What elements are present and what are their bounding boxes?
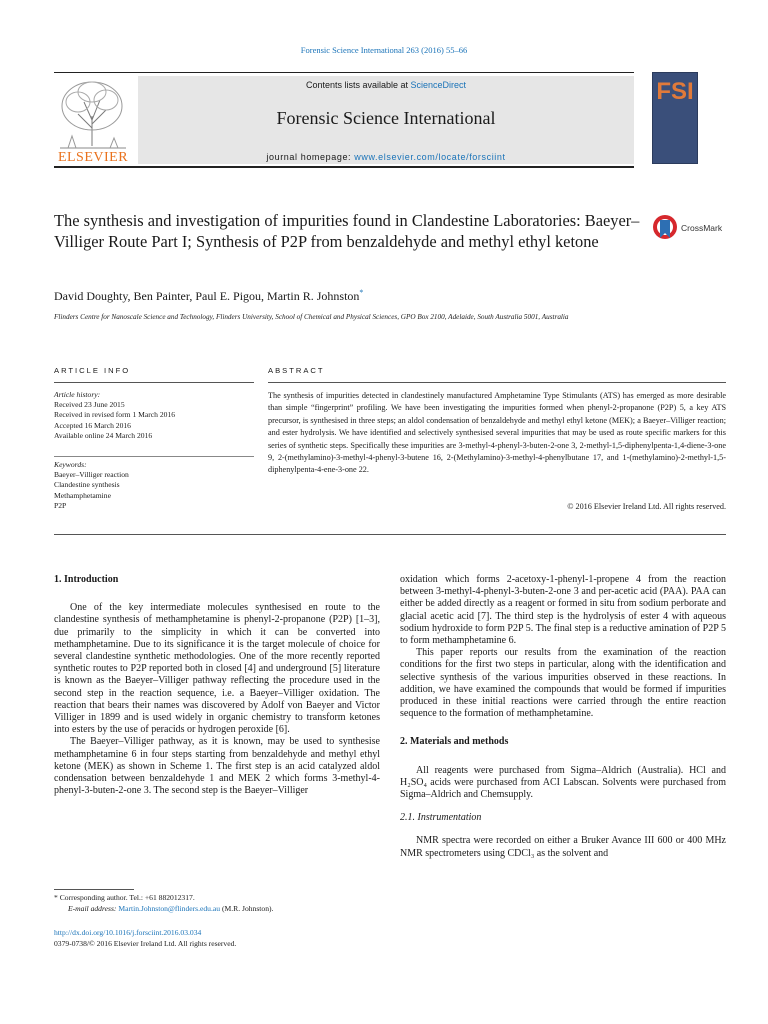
keyword-item: Methamphetamine bbox=[54, 490, 111, 500]
instrumentation-paragraph-1: NMR spectra were recorded on either a Bruker Avance III 600 or 400 MHz NMR spectrometers using CDCl₃ as the solvent and bbox=[400, 835, 726, 859]
journal-cover-text: FSI bbox=[656, 78, 694, 105]
corresponding-author-footnote bbox=[54, 892, 380, 914]
journal-title: Forensic Science International bbox=[276, 108, 496, 128]
author-list bbox=[54, 288, 694, 304]
article-info-heading: ARTICLE INFO bbox=[54, 366, 131, 375]
introduction-paragraph-4: This paper reports our results from the examination of the reaction conditions for the first two steps in particular, along with the identification and selective synthesis of the various impurities observed in these reactions. In addition, we have examined the compounds that would be formed if impurities produced in these initial reactions were carried through the entire reaction sequence to the formation of methamphetamine. bbox=[400, 647, 726, 720]
history-online: Available online 24 March 2016 bbox=[54, 430, 153, 440]
section-gap bbox=[400, 720, 726, 736]
article-history bbox=[54, 390, 254, 441]
email-label: E-mail address: bbox=[68, 904, 119, 913]
history-revised: Received in revised form 1 March 2016 bbox=[54, 410, 176, 420]
doi-link[interactable]: http://dx.doi.org/10.1016/j.forsciint.2016.03.034 bbox=[54, 928, 202, 937]
footnote-rule bbox=[54, 889, 134, 890]
email-suffix: (M.R. Johnston). bbox=[220, 904, 274, 913]
elsevier-wordmark: ELSEVIER bbox=[57, 150, 129, 165]
history-label: Article history: bbox=[54, 390, 101, 399]
header-rule-bottom bbox=[54, 166, 634, 168]
body-left-column bbox=[54, 574, 380, 797]
footnote-email-line bbox=[54, 903, 380, 914]
contents-prefix: Contents lists available at bbox=[305, 80, 411, 90]
article-title: The synthesis and investigation of impurities found in Clandestine Laboratories: Baeyer–Villiger Route Part I; Synthesis of P2P from benzaldehyde and methyl ethyl ketone bbox=[54, 211, 640, 251]
crossmark-label: CrossMark bbox=[681, 223, 723, 233]
history-accepted: Accepted 16 March 2016 bbox=[54, 420, 131, 430]
keyword-item: Clandestine synthesis bbox=[54, 480, 120, 490]
footnote-mark: * bbox=[54, 893, 58, 902]
subsection-gap bbox=[400, 824, 726, 835]
keyword-item: Baeyer–Villiger reaction bbox=[54, 470, 129, 480]
header-rule-top bbox=[54, 72, 634, 73]
corresponding-author-mark[interactable]: * bbox=[359, 288, 364, 297]
subsection-gap bbox=[400, 801, 726, 812]
footnote-tel-line bbox=[54, 892, 380, 903]
author-affiliation: Flinders Centre for Nanoscale Science and Technology, Flinders University, School of Chemical and Physical Sciences, GPO Box 2100, Adelaide, South Australia 5001, Australia bbox=[54, 313, 569, 321]
footnote-tel: Corresponding author. Tel.: +61 882012317. bbox=[59, 893, 195, 902]
methods-paragraph-1: All reagents were purchased from Sigma–Aldrich (Australia). HCl and H₂SO₄ acids were purchased from ACI Labscan. Solvents were purchased from Sigma–Aldrich and Chemsupply. bbox=[400, 764, 726, 801]
introduction-heading: 1. Introduction bbox=[54, 574, 119, 585]
keywords-label: Keywords: bbox=[54, 460, 87, 469]
abstract-text: The synthesis of impurities detected in clandestinely manufactured Amphetamine Type Stimulants (ATS) has emerged as more desirable than simple “fingerprint” profiling. We have been investigating the impurities formed when phenyl-2-propanone (P2P) 5, a key ATS precursor, is synthesised in three steps; an aldol condensation of benzaldehyde and methyl ethyl ketone (MEK); a Baeyer–Villiger reaction; and ester hydrolysis. We have identified and selectively synthesised several impurities that may be used as route specific markers for this series of synthetic steps. Specifically these impurities are 3-methyl-4-phenyl-3-buten-2-one 3, 2-methyl-1,5-diphenylpenta-1,4-diene-3-one 9, 2-(methylamino)-3-methyl-4-phenyl-3-butene 16, 2-(Methylamino)-3-methyl-4-phenylbutane 17, and 1-(methylamino)-2-methyl-1,5-diphenylpenta-4-ene-3-one 22. bbox=[268, 391, 726, 475]
sciencedirect-link[interactable]: ScienceDirect bbox=[410, 80, 467, 90]
contents-availability-line bbox=[138, 80, 634, 90]
abstract-copyright: © 2016 Elsevier Ireland Ltd. All rights reserved. bbox=[567, 502, 726, 511]
introduction-paragraph-1: One of the key intermediate molecules synthesised en route to the clandestine synthesis of methamphetamine is phenyl-2-propanone (P2P) [1–3], due primarily to the simplicity in which it can be converted into methamphetamine. Due to its significance it is the target molecule of choice for several clandestine synthetic methodologies. One of the more recently reported synthetic routes to P2P reported both in closed [4] and underground [5] literature is known as the Baeyer–Villiger pathway reflecting the procedure used in the second step in the reaction sequence, i.e. a Baeyer–Villiger oxidation. The reaction that bears their names was discovered by Adolf von Baeyer and Victor Villiger in 1899 and is used widely in organic chemistry to transform ketones into esters by the use of peracids or hydrogen peroxide [6]. bbox=[54, 602, 380, 736]
journal-reference-link[interactable]: Forensic Science International 263 (2016) 55–66 bbox=[300, 45, 468, 55]
issn-copyright: 0379-0738/© 2016 Elsevier Ireland Ltd. All rights reserved. bbox=[54, 939, 237, 948]
keywords-block bbox=[54, 460, 254, 511]
author-email-link[interactable]: Martin.Johnston@flinders.edu.au bbox=[118, 904, 221, 913]
journal-homepage-line bbox=[138, 152, 634, 162]
abstract-rule bbox=[268, 382, 726, 383]
journal-homepage-link[interactable]: www.elsevier.com/locate/forsciint bbox=[354, 152, 506, 162]
methods-heading: 2. Materials and methods bbox=[400, 736, 509, 748]
abstract-bottom-rule bbox=[54, 534, 726, 535]
instrumentation-heading: 2.1. Instrumentation bbox=[400, 812, 482, 824]
introduction-paragraph-2: The Baeyer–Villiger pathway, as it is known, may be used to synthesise methamphetamine 6 in four steps starting from benzaldehyde and methyl ethyl ketone (MEK) as shown in Scheme 1. The first step is an acid catalyzed aldol condensation between benzaldehyde 1 and MEK 2 which forms 3-methyl-4-phenyl-3-buten-2-one 3. The second step is the Baeyer–Villiger bbox=[54, 736, 380, 797]
author-names: David Doughty, Ben Painter, Paul E. Pigou, Martin R. Johnston bbox=[54, 289, 360, 303]
article-info-rule bbox=[54, 382, 254, 383]
homepage-prefix: journal homepage: bbox=[266, 152, 355, 162]
body-right-column bbox=[400, 574, 726, 860]
crossmark-icon[interactable] bbox=[652, 214, 678, 244]
abstract-heading: ABSTRACT bbox=[268, 366, 325, 375]
history-received: Received 23 June 2015 bbox=[54, 400, 125, 410]
keywords-rule bbox=[54, 456, 254, 457]
introduction-paragraph-3: oxidation which forms 2-acetoxy-1-phenyl-1-propene 4 from the reaction between 3-methyl-4-phenyl-3-buten-2-one 3 and per-acetic acid (PAA). PAA can either be added directly as a reagent or formed in situ from sodium perborate and glacial acetic acid [7]. The third step is the hydrolysis of ester 4 with aqueous sodium hydroxide to form P2P 5. The final step is a reductive amination of P2P 5 to form methamphetamine 6. bbox=[400, 574, 726, 647]
keyword-item: P2P bbox=[54, 500, 67, 510]
